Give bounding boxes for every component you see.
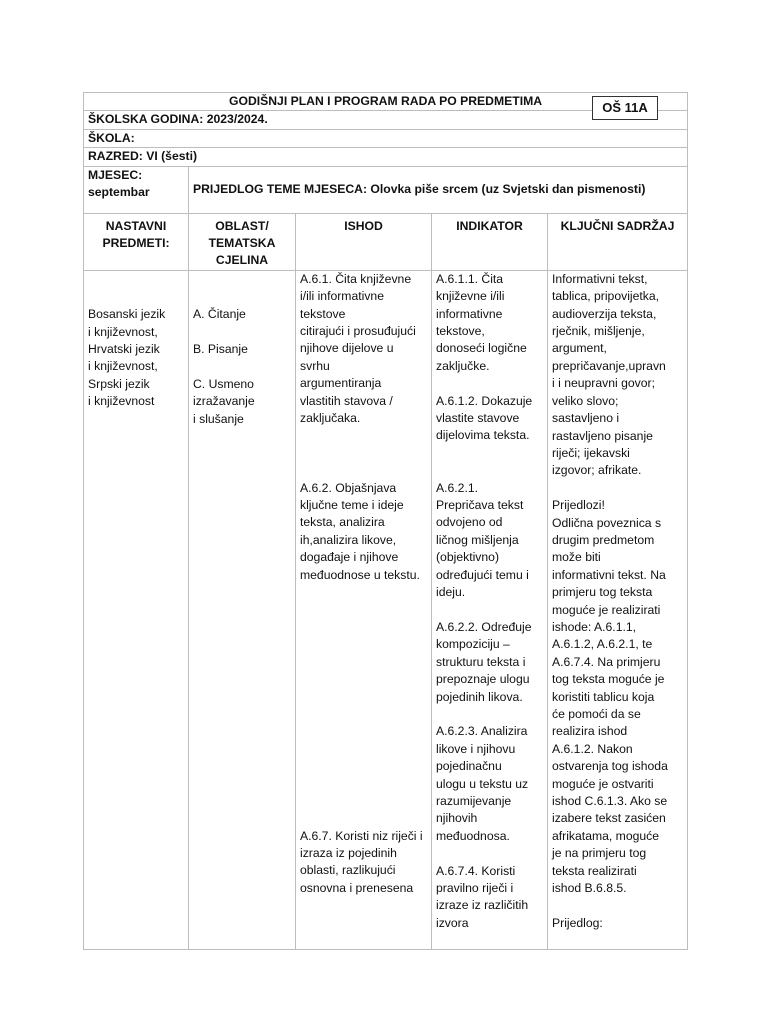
- indicator-item: A.6.1.1. Čita književne i/ili informativne tekstove, donoseći logične zaključke.: [436, 271, 527, 373]
- area-item: B. Pisanje: [193, 342, 248, 357]
- outcome-item: A.6.1. Čita književne i/ili informativne tekstove citirajući i prosuđujući njihove dijelove u svrhu argumentiranja vlastitih stavova / zaključaka.: [300, 271, 416, 426]
- school-label: ŠKOLA:: [84, 129, 688, 147]
- content-item: Informativni tekst, tablica, pripovijetka, audioverzija teksta, rječnik, mišljenje, argument, prepričavanje,upravn i i neupravni govor; veliko slovo; sastavljeno i rastavljeno pisanje riječi; ijekavski izgovor; afrikate.: [552, 271, 666, 478]
- column-header-content: KLJUČNI SADRŽAJ: [548, 213, 688, 270]
- area-item: A. Čitanje: [193, 307, 246, 322]
- column-header-outcome: ISHOD: [296, 213, 432, 270]
- column-header-subjects: NASTAVNI PREDMETI:: [84, 213, 189, 270]
- area-item: C. Usmeno izražavanje i slušanje: [193, 376, 255, 426]
- indicator-item: A.6.2.3. Analizira likove i njihovu pojedinačnu ulogu u tekstu uz razumijevanje njihovih međuodnosa.: [436, 724, 529, 843]
- indicator-item: A.6.2.2. Određuje kompoziciju – strukturu teksta i prepoznaje ulogu pojedinih likova.: [436, 619, 532, 704]
- school-year: ŠKOLSKA GODINA: 2023/2024.: [84, 111, 688, 129]
- annual-plan-table: [83, 92, 688, 950]
- column-header-indicator: INDIKATOR: [432, 213, 548, 270]
- areas-cell: [189, 270, 296, 949]
- indicator-item: A.6.2.1. Prepričava tekst odvojeno od ličnog mišljenja (objektivno) određujući temu i ideju.: [436, 480, 529, 600]
- column-header-area: OBLAST/ TEMATSKA CJELINA: [189, 213, 296, 270]
- indicator-item: A.6.1.2. Dokazuje vlastite stavove dijelovima teksta.: [436, 393, 533, 443]
- indicators-cell: [432, 270, 548, 949]
- content-item: Prijedlozi! Odlična poveznica s drugim predmetom može biti informativni tekst. Na primjeru tog teksta moguće je realizirati ishode: A.6.1.1, A.6.1.2, A.6.2.1, te A.6.7.4. Na primjeru tog teksta moguće je koristiti tablicu koja će pomoći da se realizira ishod A.6.1.2. Nakon ostvarenja tog ishoda moguće je ostvariti ishod C.6.1.3. Ako se izabere tekst zasićen afrikatama, moguće je na primjeru tog teksta realizirati ishod B.6.8.5.: [552, 498, 668, 896]
- grade-label: RAZRED: VI (šesti): [84, 148, 688, 166]
- outcome-item: A.6.2. Objašnjava ključne teme i ideje teksta, analizira ih,analizira likove, događaje i njihove međuodnose u tekstu.: [300, 480, 420, 582]
- month-theme: PRIJEDLOG TEME MJESECA: Olovka piše srcem (uz Svjetski dan pismenosti): [189, 166, 688, 213]
- subjects-cell: [84, 270, 189, 949]
- document-title: GODIŠNJI PLAN I PROGRAM RADA PO PREDMETIMA: [84, 93, 688, 111]
- indicator-item: A.6.7.4. Koristi pravilno riječi i izraze iz različitih izvora: [436, 863, 529, 930]
- outcome-item: A.6.7. Koristi niz riječi i izraza iz pojedinih oblasti, razlikujući osnovna i prenesena: [300, 828, 423, 895]
- content-item: Prijedlog:: [552, 915, 603, 930]
- outcomes-cell: [296, 270, 432, 949]
- document-code-badge: OŠ 11A: [592, 96, 658, 120]
- month-label: MJESEC: septembar: [84, 166, 189, 213]
- content-cell: [548, 270, 688, 949]
- subjects-text: Bosanski jezik i književnost, Hrvatski jezik i književnost, Srpski jezik i književnost: [88, 307, 166, 409]
